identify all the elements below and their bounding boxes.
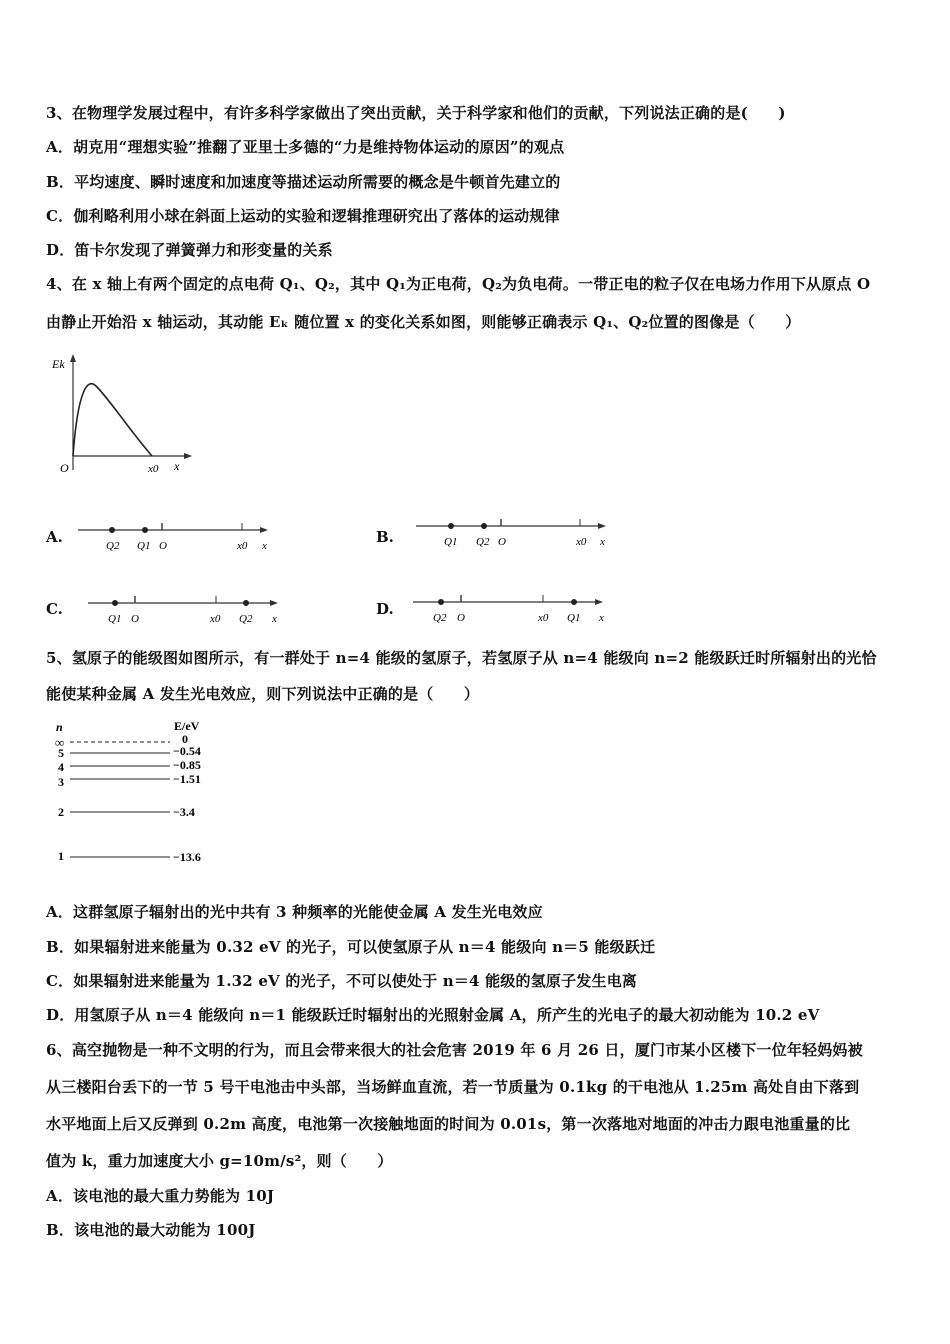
q4-stem-line1: 4、在 x 轴上有两个固定的点电荷 Q₁、Q₂，其中 Q₁为正电荷，Q₂为负电荷。一带正电的粒子仅在电场力作用下从原点 O [46,275,871,293]
level-1-e: −13.6 [173,850,201,864]
q4-option-c-label: C. [46,600,63,618]
q4-option-a-label: A. [46,528,63,546]
level-3-e: −1.51 [173,772,201,786]
q4-option-b-label: B. [376,528,394,546]
q4a-x0: x0 [237,540,248,552]
level-5-n: 5 [58,746,64,760]
q4d-q2: Q2 [433,612,447,624]
q3-stem: 3、在物理学发展过程中，有许多科学家做出了突出贡献，关于科学家和他们的贡献，下列说法正确的是( ) [46,104,786,122]
q5-energy-level-diagram [50,713,230,873]
q4-option-c-axis [80,591,290,629]
graph-origin: O [60,461,69,475]
q5-option-d: D．用氢原子从 n＝4 能级向 n＝1 能级跃迁时辐射出的光照射金属 A，所产生的光电子的最大初动能为 10.2 eV [46,1006,820,1024]
q4a-x: x [262,540,267,552]
q4d-q1: Q1 [567,612,581,624]
graph-ylabel: Ek [52,357,65,371]
level-5-e: −0.54 [173,744,201,758]
q4c-q2: Q2 [239,613,253,625]
level-1-n: 1 [58,849,64,863]
q4b-q1: Q1 [444,536,458,548]
level-inf-e: 0 [182,732,188,746]
q5-option-c: C．如果辐射进来能量为 1.32 eV 的光子，不可以使处于 n＝4 能级的氢原子发生电离 [46,972,638,990]
level-3-n: 3 [58,775,64,789]
q4b-x0: x0 [576,536,587,548]
q3-option-b: B．平均速度、瞬时速度和加速度等描述运动所需要的概念是牛顿首先建立的 [46,173,561,191]
diagram-n-header: n [56,720,63,734]
q6-stem-line3: 水平地面上后又反弹到 0.2m 高度，电池第一次接触地面的时间为 0.01s，第一次落地对地面的冲击力跟电池重量的比 [46,1115,851,1133]
q5-stem-line2: 能使某种金属 A 发生光电效应，则下列说法中正确的是（ ） [46,685,480,703]
q4-option-b-axis [408,514,618,552]
q4c-x0: x0 [210,613,221,625]
q4c-x: x [272,613,277,625]
level-4-n: 4 [58,760,64,774]
graph-xlabel: x [174,459,180,473]
q4a-q2: Q2 [106,540,120,552]
q4d-o: O [457,612,465,624]
q6-option-b: B．该电池的最大动能为 100J [46,1221,256,1239]
q6-stem-line1: 6、高空抛物是一种不文明的行为，而且会带来很大的社会危害 2019 年 6 月 26 日，厦门市某小区楼下一位年轻妈妈被 [46,1041,863,1059]
q4-ek-graph [48,348,198,478]
level-4-e: −0.85 [173,758,201,772]
q5-option-b: B．如果辐射进来能量为 0.32 eV 的光子，可以使氢原子从 n＝4 能级向 n＝5 能级跃迁 [46,938,656,956]
q4b-o: O [498,536,506,548]
graph-x0: x0 [148,463,159,475]
q4b-q2: Q2 [476,536,490,548]
q4d-x0: x0 [538,612,549,624]
q4-option-a-axis [70,518,280,556]
q6-option-a: A．该电池的最大重力势能为 10J [46,1187,275,1205]
q3-option-d: D．笛卡尔发现了弹簧弹力和形变量的关系 [46,241,333,259]
diagram-e-header: E/eV [174,719,200,733]
q4c-q1: Q1 [108,613,122,625]
level-inf-n: ∞ [55,735,65,750]
q4-option-d-label: D. [376,600,394,618]
q6-stem-line2: 从三楼阳台丢下的一节 5 号干电池击中头部，当场鲜血直流，若一节质量为 0.1kg 的干电池从 1.25m 高处自由下落到 [46,1078,860,1096]
q3-option-c: C．伽利略利用小球在斜面上运动的实验和逻辑推理研究出了落体的运动规律 [46,207,560,225]
q6-stem-line4: 值为 k，重力加速度大小 g=10m/s²，则（ ） [46,1152,393,1170]
q5-stem-line1: 5、氢原子的能级图如图所示，有一群处于 n=4 能级的氢原子，若氢原子从 n=4 能级向 n=2 能级跃迁时所辐射出的光恰 [46,649,877,667]
q4b-x: x [600,536,605,548]
q4-stem-line2: 由静止开始沿 x 轴运动，其动能 Eₖ 随位置 x 的变化关系如图，则能够正确表示 Q₁、Q₂位置的图像是（ ） [46,313,801,331]
level-2-e: −3.4 [173,805,195,819]
q4d-x: x [599,612,604,624]
q4c-o: O [131,613,139,625]
q4a-q1: Q1 [137,540,151,552]
q3-option-a: A．胡克用“理想实验”推翻了亚里士多德的“力是维持物体运动的原因”的观点 [46,138,565,156]
q4a-o: O [159,540,167,552]
q4-option-d-axis [405,590,615,628]
q5-option-a: A．这群氢原子辐射出的光中共有 3 种频率的光能使金属 A 发生光电效应 [46,903,543,921]
level-2-n: 2 [58,805,64,819]
